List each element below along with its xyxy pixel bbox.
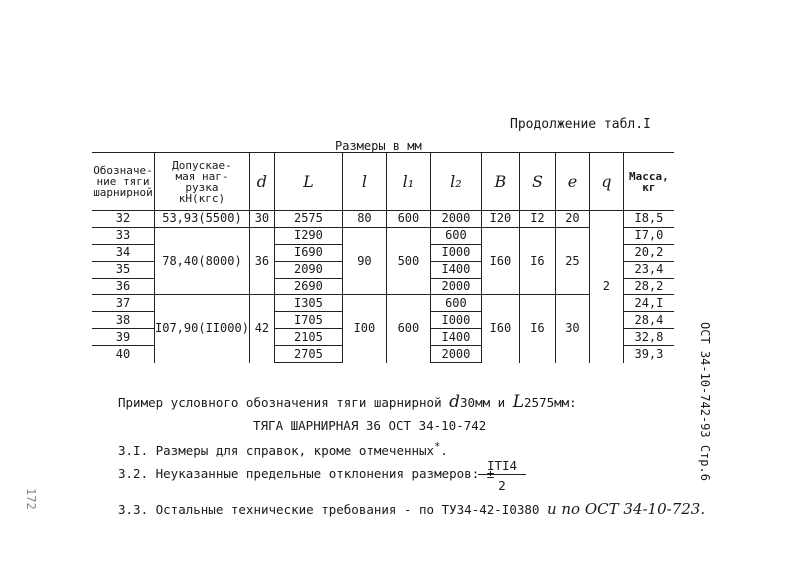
cell-designation: 40: [92, 346, 155, 363]
cell-mass: 28,4: [623, 312, 674, 329]
cell-load: 53,93(5500): [155, 211, 250, 228]
cell-designation: 39: [92, 329, 155, 346]
cell-l2: I000: [430, 244, 481, 261]
col-e: e: [555, 153, 589, 211]
cell-L: 2705: [274, 346, 342, 363]
example-d-value: 30мм и: [460, 395, 506, 410]
page-mark: 172: [24, 488, 38, 510]
note-3-1: [118, 441, 448, 458]
cell-L: 2690: [274, 278, 342, 295]
cell-L: I305: [274, 295, 342, 312]
cell-B: I60: [481, 227, 519, 295]
example-line: [118, 392, 577, 412]
cell-mass: 28,2: [623, 278, 674, 295]
tolerance-fraction: [478, 458, 526, 493]
cell-mass: I8,5: [623, 211, 674, 228]
col-l1: l₁: [386, 153, 430, 211]
cell-mass: 24,I: [623, 295, 674, 312]
cell-B: I60: [481, 295, 519, 363]
cell-l: 80: [342, 211, 386, 228]
col-S: S: [519, 153, 555, 211]
example-L-symbol: L: [512, 392, 525, 412]
cell-l2: 600: [430, 227, 481, 244]
continuation-label: Продолжение табл.I: [510, 117, 651, 132]
col-d: d: [249, 153, 274, 211]
example-designation: ТЯГА ШАРНИРНАЯ 36 ОСТ 34-10-742: [253, 418, 487, 433]
note-3-1-end: .: [440, 443, 448, 459]
cell-designation: 37: [92, 295, 155, 312]
col-q: q: [589, 153, 623, 211]
cell-q: 2: [589, 211, 623, 363]
cell-l: I00: [342, 295, 386, 363]
cell-L: I705: [274, 312, 342, 329]
col-l: l: [342, 153, 386, 211]
cell-l2: I400: [430, 329, 481, 346]
cell-l1: 500: [386, 227, 430, 295]
cell-L: I690: [274, 244, 342, 261]
table-header-row: [92, 153, 674, 211]
cell-d: 42: [249, 295, 274, 363]
cell-l2: I400: [430, 261, 481, 278]
cell-L: 2105: [274, 329, 342, 346]
cell-S: I6: [519, 295, 555, 363]
col-B: B: [481, 153, 519, 211]
fraction-denominator: 2: [498, 478, 506, 493]
cell-mass: I7,0: [623, 227, 674, 244]
cell-e: 20: [555, 211, 589, 228]
dimensions-note: Размеры в мм: [335, 139, 422, 153]
cell-L: 2090: [274, 261, 342, 278]
cell-e: 25: [555, 227, 589, 295]
example-prefix: Пример условного обозначения тяги шарнирной: [118, 395, 442, 410]
example-L-value: 2575мм:: [524, 395, 577, 410]
cell-designation: 38: [92, 312, 155, 329]
table-row: [92, 211, 674, 228]
cell-load: I07,90(II000): [155, 295, 250, 363]
cell-designation: 32: [92, 211, 155, 228]
fraction-numerator: ITI4: [478, 458, 526, 475]
cell-designation: 34: [92, 244, 155, 261]
specs-table: [92, 152, 674, 363]
note-3-2: 3.2. Неуказанные предельные отклонения размеров: ±: [118, 466, 495, 481]
col-mass: Масса, кг: [623, 153, 674, 211]
cell-l2: 2000: [430, 278, 481, 295]
cell-S: I2: [519, 211, 555, 228]
cell-mass: 20,2: [623, 244, 674, 261]
cell-designation: 35: [92, 261, 155, 278]
table-row: [92, 295, 674, 312]
col-designation: Обозначе- ние тяги шарнирной: [92, 153, 155, 211]
note-3-3: [118, 500, 705, 518]
cell-l: 90: [342, 227, 386, 295]
cell-d: 36: [249, 227, 274, 295]
cell-B: I20: [481, 211, 519, 228]
cell-L: 2575: [274, 211, 342, 228]
cell-l2: I000: [430, 312, 481, 329]
col-L: L: [274, 153, 342, 211]
cell-l1: 600: [386, 211, 430, 228]
note-3-3-text: 3.3. Остальные технические требования - по ТУ34-42-I0380: [118, 502, 540, 517]
col-l2: l₂: [430, 153, 481, 211]
cell-mass: 39,3: [634, 346, 664, 361]
cell-L: I290: [274, 227, 342, 244]
cell-mass: 32,8: [623, 329, 674, 346]
cell-l1: 600: [386, 295, 430, 363]
example-d-symbol: d: [449, 392, 461, 412]
side-document-label: ОСТ 34-10-742-93 Стр.6: [698, 322, 712, 481]
table-row: [92, 227, 674, 244]
col-load: Допускае- мая наг- рузка кН(кгс): [155, 153, 250, 211]
cell-l2: 2000: [430, 346, 481, 363]
note-3-3-handwritten: и по ОСТ 34-10-723.: [546, 500, 706, 518]
cell-l2: 2000: [430, 211, 481, 228]
cell-S: I6: [519, 227, 555, 295]
cell-e: 30: [555, 295, 589, 363]
cell-d: 30: [249, 211, 274, 228]
cell-designation: 36: [92, 278, 155, 295]
note-3-1-mark: *: [434, 441, 441, 453]
note-3-1-text: 3.I. Размеры для справок, кроме отмеченных: [118, 443, 435, 459]
cell-l2: 600: [430, 295, 481, 312]
cell-load: 78,40(8000): [155, 227, 250, 295]
cell-mass: 23,4: [623, 261, 674, 278]
cell-designation: 33: [92, 227, 155, 244]
